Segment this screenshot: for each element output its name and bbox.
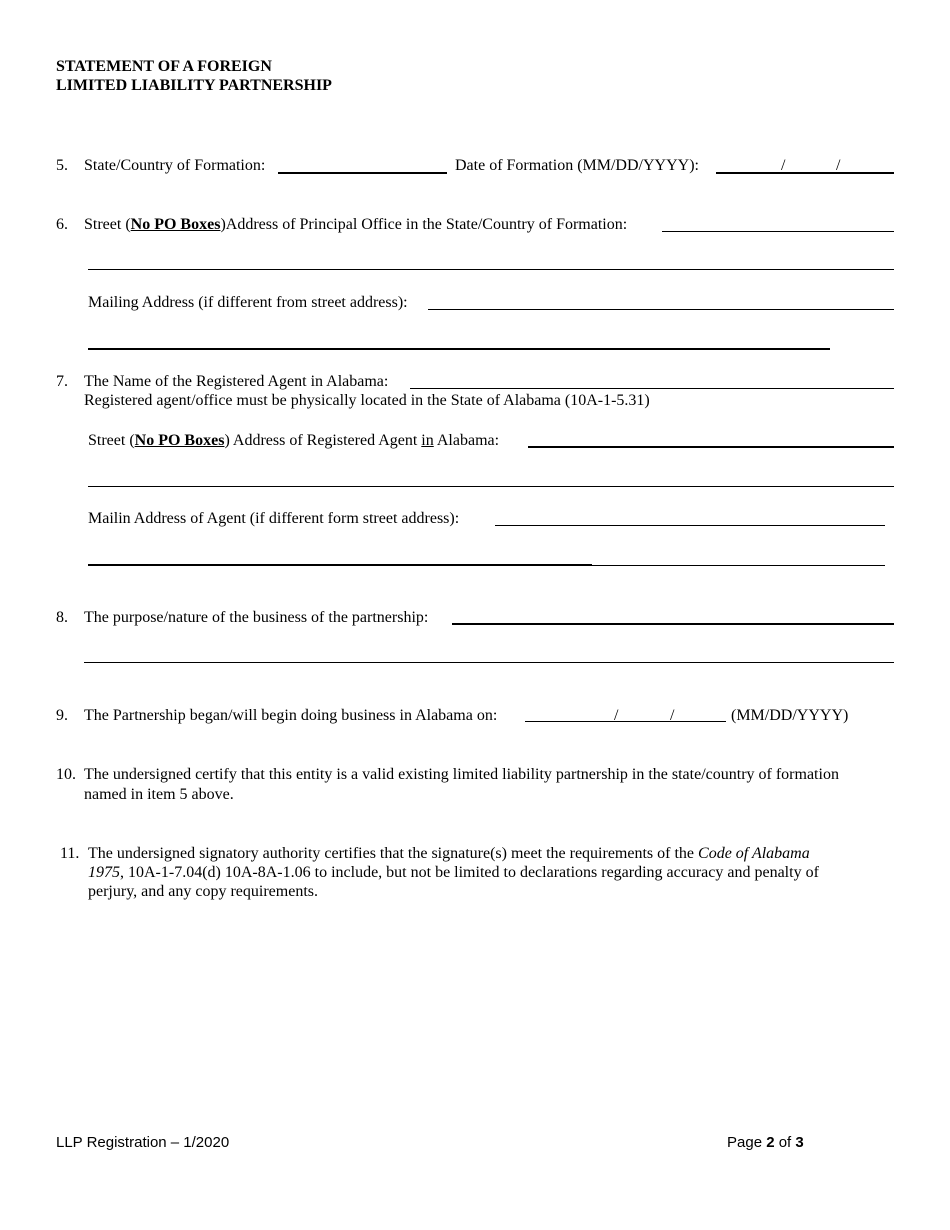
- agent-street-address-field[interactable]: [528, 446, 894, 448]
- agent-mailing-address-label: Mailin Address of Agent (if different form street address):: [88, 510, 460, 527]
- registered-agent-note: Registered agent/office must be physically located in the State of Alabama (10A-1-5.31): [84, 392, 650, 409]
- principal-office-address-label: Street (No PO Boxes)Address of Principal Office in the State/Country of Formation:: [84, 216, 628, 233]
- item-number-9: 9.: [56, 707, 68, 724]
- date-separator: /: [781, 157, 786, 174]
- signatory-text-line3: perjury, and any copy requirements.: [88, 883, 318, 900]
- principal-office-address-field-line2[interactable]: [88, 269, 894, 270]
- mailing-address-field[interactable]: [428, 309, 894, 310]
- signatory-text-line2: 1975, 10A-1-7.04(d) 10A-8A-1.06 to include, but not be limited to declarations regarding accuracy and penalty of: [88, 864, 819, 881]
- agent-mailing-address-field-line2[interactable]: [88, 564, 592, 566]
- date-separator: /: [670, 707, 675, 724]
- date-separator: /: [614, 707, 619, 724]
- state-country-of-formation-field[interactable]: [278, 172, 447, 174]
- certification-text-line1: The undersigned certify that this entity is a valid existing limited liability partnership in the state/country of formation: [84, 766, 839, 783]
- registered-agent-name-label: The Name of the Registered Agent in Alabama:: [84, 373, 389, 390]
- date-of-formation-field[interactable]: [716, 172, 894, 174]
- certification-text-line2: named in item 5 above.: [84, 786, 234, 803]
- item-number-8: 8.: [56, 609, 68, 626]
- registered-agent-name-field[interactable]: [410, 388, 894, 389]
- business-purpose-field-line2[interactable]: [84, 662, 894, 663]
- signatory-text-line1: The undersigned signatory authority certifies that the signature(s) meet the requirements of the Code of Alabama: [88, 845, 810, 862]
- date-separator: /: [836, 157, 841, 174]
- page-title-line1: STATEMENT OF A FOREIGN: [56, 58, 272, 75]
- date-of-formation-label: Date of Formation (MM/DD/YYYY):: [455, 157, 699, 174]
- item-number-7: 7.: [56, 373, 68, 390]
- footer-form-id: LLP Registration – 1/2020: [56, 1134, 230, 1151]
- business-start-date-field[interactable]: [525, 721, 726, 722]
- date-format-hint: (MM/DD/YYYY): [731, 707, 849, 724]
- agent-mailing-address-field[interactable]: [495, 525, 885, 526]
- agent-mailing-address-field-line2-end[interactable]: [592, 565, 885, 566]
- page-number: Page 2 of 3: [727, 1134, 804, 1151]
- mailing-address-label: Mailing Address (if different from street address):: [88, 294, 408, 311]
- principal-office-address-field[interactable]: [662, 231, 894, 232]
- agent-street-address-field-line2[interactable]: [88, 486, 894, 487]
- business-purpose-field[interactable]: [452, 623, 894, 625]
- item-number-11: 11.: [60, 845, 80, 862]
- item-number-6: 6.: [56, 216, 68, 233]
- business-purpose-label: The purpose/nature of the business of the partnership:: [84, 609, 429, 626]
- page-title-line2: LIMITED LIABILITY PARTNERSHIP: [56, 77, 332, 94]
- state-country-of-formation-label: State/Country of Formation:: [84, 157, 266, 174]
- item-number-10: 10.: [56, 766, 76, 783]
- item-number-5: 5.: [56, 157, 68, 174]
- mailing-address-field-line2[interactable]: [88, 348, 830, 350]
- business-start-date-label: The Partnership began/will begin doing business in Alabama on:: [84, 707, 498, 724]
- agent-street-address-label: Street (No PO Boxes) Address of Registered Agent in Alabama:: [88, 432, 500, 449]
